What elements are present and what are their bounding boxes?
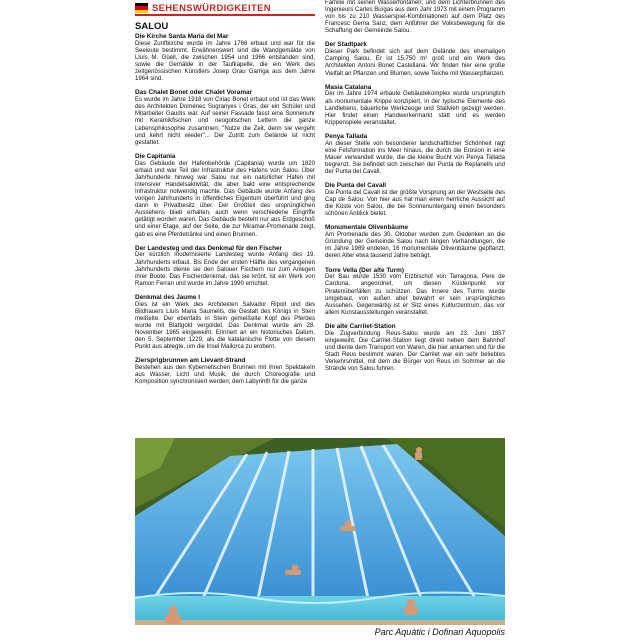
- section-heading: Masia Catalana: [325, 83, 372, 91]
- header-title: SEHENSWÜRDIGKEITEN: [152, 2, 271, 14]
- article-section: [325, 84, 505, 127]
- section-text: An dieser Stelle von besonderer landschaftlicher Schönheit ragt eine Felsformation ins Meer hinaus, die durch die Erosion in eine Mauer verwandelt wurde, die die kleine Bucht von Penya Tallada begrenzt. Sie befindet sich zwischen der Punta de Replanells und der Punta del Cavall.: [325, 140, 505, 176]
- section-text: Dieser Park befindet sich auf dem Gelände des ehemaligen Camping Salou. Er ist 15.750 m² groß und ein Werk des Architekten Antoni Bonet Castellana. Wir finden hier eine große Vielfalt an Pflanzen und Blumen, sowie Teiche mit Wasserpflanzen.: [325, 49, 505, 77]
- section-text: Bestehen aus den Kybernetischen Brunnen mit ihren Spektakeln aus Wasser, Licht und Musik, die durch Choreografie und Komposition synchronisiert werden; dem Labyrinth für die ganze: [135, 365, 315, 386]
- article-section: [135, 357, 315, 386]
- german-flag-icon: [135, 3, 148, 13]
- article-section-continued: [325, 0, 505, 35]
- article-section: [135, 294, 315, 351]
- section-heading: Monumentale Olivenbäume: [325, 224, 409, 232]
- article-section: [325, 267, 505, 317]
- section-heading: Die Punta del Cavall: [325, 182, 387, 190]
- article-section: [325, 41, 505, 77]
- photo-caption: Parc Aquàtic i Dofinari Aquopolis: [374, 627, 505, 637]
- section-heading: Die Kirche Santa Maria del Mar: [135, 33, 229, 40]
- section-text: Der Bau wurde 1530 vom Erzbischof von Tarragona, Pere de Cardona, angeordnet, um diesen Küstenpunkt vor Piratenüberfällen zu schützen. Das Innere des Turms wurde umgebaut, von außen aber bewahrt er sein ursprüngliches Aussehen. Gegenwärtig ist er Sitz eines Kulturzentrum, das vor allem Kunstausstellungen veranstaltet.: [325, 274, 505, 316]
- section-heading: Der Stadtpark: [325, 41, 367, 49]
- section-text: Am Promenade des 30. Oktober wurden zum Gedenken an die Gründung der Gemeinde Salou nach langen Verhandlungen, die im Jahre 1989 endeten, 16 monumentale Olivenbäume gepflanzt, deren Alter etwa tausend Jahre beträgt.: [325, 232, 505, 260]
- section-heading: Die Capitania: [135, 152, 176, 160]
- article-section: [325, 323, 505, 373]
- section-text: Diese Zunftkirche wurde im Jahre 1766 erbaut und war für die Seeleute bestimmt. Erwähnenswert sind die Wandgemälde von Lluís M. Güell, die zwischen 1954 und 1966 entstanden sind, sowie die Gemälde in der Taufkapelle, die ein Werk des zeitgenössischen Künstlers Josep Grau Garriga aus dem Jahre 1964 sind.: [135, 40, 315, 83]
- article-section: [135, 153, 315, 239]
- right-column: [325, 0, 505, 379]
- place-title: SALOU: [135, 21, 169, 32]
- section-text: Dies ist ein Werk des Architekten Salvador Ripoll und des Bildhauers Lluís Maria Saumells, die Gestalt des Königs in Stein meißelte. Der ebenfalls in Stein gemeißelte Kopf des Pferdes wurde mit Blattgold vergoldet. Das Denkmal wurde am 28. November 1965 eingeweiht. Erinnert an ein historisches Datum, den 5. September 1229, als die katalanische Flotte von diesem Punkt aus ablegte, um die Insel Mallorca zu erobern.: [135, 301, 315, 351]
- section-heading: Ziersprigbrunnen am Llevant-Strand: [135, 357, 246, 365]
- section-heading: Penya Tallada: [325, 132, 368, 140]
- section-text: Der im Jahre 1974 erbaute Gebäudekomplex wurde ursprünglich als monumentale Krippe konzipiert, in der typische Elemente des Landlebens, bäuerliche Werkzeuge und Stallvieh gezeigt werden. Hier findet einen Handwerkermarkt statt und es werden Krippenspiele veranstaltet.: [325, 91, 505, 126]
- section-heading: Das Chalet Bonet oder Chalet Voramar: [135, 89, 253, 97]
- section-heading: Torre Vella (Der alte Turm): [325, 266, 404, 274]
- article-section: [325, 224, 505, 260]
- section-text: Familie mit seinen Wasserfontänen; und dem Lichterbrunnen des Ingenieurs Carles Buïgas aus dem Jahr 1973 mit einem Programm von bis zu 210 Wasserspiel-Kombinationen auf dem Platz des Francesc Gerna Sanz, dem Anführer der Volksbewegung für die Schaffung der Gemeinde Salou.: [325, 0, 505, 35]
- section-heading: Die alte Carrilet-Station: [325, 322, 396, 330]
- article-section: [135, 245, 315, 288]
- header-divider: [135, 14, 315, 16]
- article-section: [325, 133, 505, 176]
- section-header: [135, 2, 315, 14]
- article-section: [135, 33, 315, 83]
- section-text: Die Zugverbindung Reus-Salou wurde am 23. Juni 1857 eingeweiht. Die Carrilet-Station liegt direkt neben dem Bahnhof und diente dem Transport von Waren, die hier ankamen und für die Stadt Reus bestimmt waren. Der Carrilet war ein sehr beliebtes Verkehrsmittel, mit dem die Bürger von Reus im Sommer an die Strände von Salou fuhren.: [325, 330, 505, 373]
- section-text: Der kürzlich modernisierte Landesteg wurde Anfang des 19. Jahrhunderts erbaut. Bis Ende der ersten Hälfte des vergangenen Jahrhunderts diente sie den Salouer Fischern nur zum Anlegen ihrer Boote. Das Fischerdenkmal, das sie krönt, ist ein Werk von Ramon Ferran und wurde im Jahre 1990 errichtet.: [135, 252, 315, 287]
- waterpark-photo: [135, 438, 505, 625]
- article-section: [135, 89, 315, 146]
- section-text: Das Gebäude der Hafenbehörde (Capitania) wurde um 1820 erbaut und war Teil der Infrastruktur des Hafens von Salou. Über Jahrhunderte hinweg war Salou nur ein natürlicher Hafen mit intensiver Handelsaktivität, die aber bald eine entsprechende Infrastruktur notwendig machte. Das Gebäude wurde Anfang des vorigen Jahrhunderts in öffentliches Eigentum überführt und ging dann in Privatbesitz über. Der Großteil des ursprünglichen Aussehens blieb erhalten, auch wenn verschiedene Eingriffe getätigt worden waren. Das Gebäude besteht nur aus Erdgeschoß und einer Etage, auf der Seite, die zur Miramar-Promenade zeigt, gab es eine Pferdetränke und einen Brunnen.: [135, 160, 315, 238]
- article-section: [325, 182, 505, 218]
- section-heading: Denkmal des Jaume I: [135, 293, 201, 301]
- left-column: [135, 33, 315, 392]
- section-text: Es wurde im Jahre 1918 von Ciriac Bonet erbaut und ist das Werk des Architekten Domènec Sugranyes i Gras, der ein Schüler und Mitarbeiter Gaudís war. Auf seiner Fassade fasst eine Sonnenuhr mit Keramikfischen und neogotischen Lettern die ganze Lebensphilosophie zusammen: "Nutze die Zeit, denn sie vergeht und kehrt nicht wieder"... Der Zutritt zum Gelände ist nicht gestattet.: [135, 97, 315, 146]
- section-heading: Der Landesteg und das Denkmal für den Fischer: [135, 244, 283, 252]
- section-text: Die Punta del Cavall ist der größte Vorsprung an der Westseite des Cap de Salou. Von hier aus hat man einen herrliche Aussicht auf die Küste von Salou, die bei Sonnenuntergang einen besonders schönen Anblick bietet.: [325, 189, 505, 218]
